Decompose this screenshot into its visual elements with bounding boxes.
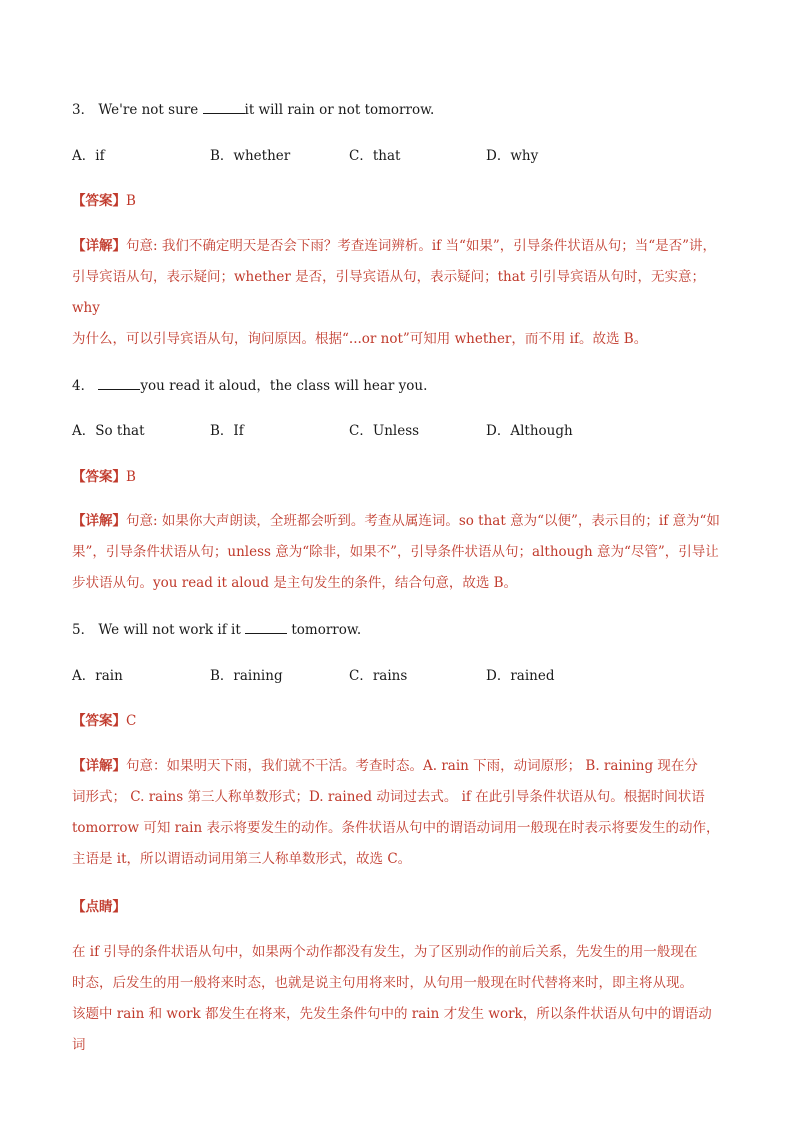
question-5: [72, 620, 361, 640]
answer-tag: 【答案】: [72, 469, 126, 485]
question-3: [72, 100, 434, 120]
detail-paragraph: [72, 506, 722, 599]
question-4: [72, 376, 427, 396]
detail-tag: 【详解】: [72, 238, 126, 254]
detail-tag: 【详解】: [72, 758, 126, 774]
option-d: D．Although: [486, 423, 573, 439]
answer-line: [72, 467, 136, 487]
detail-line: 引导宾语从句，表示疑问；whether 是否，引导宾语从句，表示疑问；that 引引导宾语从句时，无实意；why: [72, 269, 705, 316]
answer-tag: 【答案】: [72, 193, 126, 209]
answer-blank: [245, 620, 287, 634]
answer-blank: [98, 376, 140, 390]
option-d: D．rained: [486, 668, 555, 684]
detail-tag: 【详解】: [72, 513, 126, 529]
detail-line: 果”，引导条件状语从句；unless 意为“除非，如果不”，引导条件状语从句；although 意为“尽管”，引导让: [72, 544, 719, 560]
detail-line: 主语是 it，所以谓语动词用第三人称单数形式，故选 C。: [72, 851, 412, 867]
detail-paragraph: [72, 231, 722, 355]
detail-line: 步状语从句。you read it aloud 是主句发生的条件，结合句意，故选 B。: [72, 575, 518, 591]
option-d: D．why: [486, 148, 539, 164]
detail-line: 【详解】句意: 我们不确定明天是否会下雨？考查连词辨析。if 当“如果”，引导条件状语从句；当“是否”讲，: [72, 238, 717, 254]
question-number: 4．: [72, 378, 95, 394]
detail-line: 【详解】句意: 如果你大声朗读，全班都会听到。考查从属连词。so that 意为“以便”，表示目的；if 意为“如: [72, 513, 720, 529]
note-line: 该题中 rain 和 work 都发生在将来，先发生条件句中的 rain 才发生 work，所以条件状语从句中的谓语动词: [72, 1006, 712, 1053]
detail-line: 为什么，可以引导宾语从句，询问原因。根据“...or not”可知用 whether，而不用 if。故选 B。: [72, 331, 648, 347]
option-a: A．rain: [72, 668, 123, 684]
note-paragraph: [72, 937, 722, 1061]
detail-line: 词形式； C. rains 第三人称单数形式；D. rained 动词过去式。 if 在此引导条件状语从句。根据时间状语: [72, 789, 705, 805]
answer-blank: [203, 100, 245, 114]
answer-value: C: [126, 713, 137, 729]
option-b: B．raining: [210, 668, 283, 684]
option-a: A．So that: [72, 423, 145, 439]
detail-line: tomorrow 可知 rain 表示将要发生的动作。条件状语从句中的谓语动词用一般现在时表示将要发生的动作，: [72, 820, 720, 836]
answer-line: [72, 191, 136, 211]
option-b: B．If: [210, 423, 244, 439]
question-text-pre: We will not work if it: [98, 622, 241, 638]
answer-line: [72, 711, 136, 731]
option-c: C．that: [349, 148, 401, 164]
option-c: C．rains: [349, 668, 408, 684]
option-c: C．Unless: [349, 423, 420, 439]
answer-tag: 【答案】: [72, 713, 126, 729]
note-heading: [72, 897, 126, 917]
question-text-post: tomorrow.: [291, 622, 362, 638]
question-text-post: you read it aloud，the class will hear you.: [140, 378, 428, 394]
note-line: 时态，后发生的用一般将来时态，也就是说主句用将来时，从句用一般现在时代替将来时，即主将从现。: [72, 975, 693, 991]
option-b: B．whether: [210, 148, 291, 164]
option-a: A．if: [72, 148, 105, 164]
detail-paragraph: [72, 751, 722, 875]
question-number: 5．: [72, 622, 95, 638]
question-number: 3．: [72, 102, 95, 118]
note-line: 在 if 引导的条件状语从句中，如果两个动作都没有发生，为了区别动作的前后关系，先发生的用一般现在: [72, 944, 698, 960]
detail-line: 【详解】句意：如果明天下雨，我们就不干活。考查时态。A. rain 下雨，动词原形； B. raining 现在分: [72, 758, 698, 774]
answer-value: B: [126, 469, 136, 485]
question-text-post: it will rain or not tomorrow.: [244, 102, 435, 118]
note-tag: 【点睛】: [72, 899, 126, 915]
question-text-pre: We're not sure: [98, 102, 199, 118]
answer-value: B: [126, 193, 136, 209]
